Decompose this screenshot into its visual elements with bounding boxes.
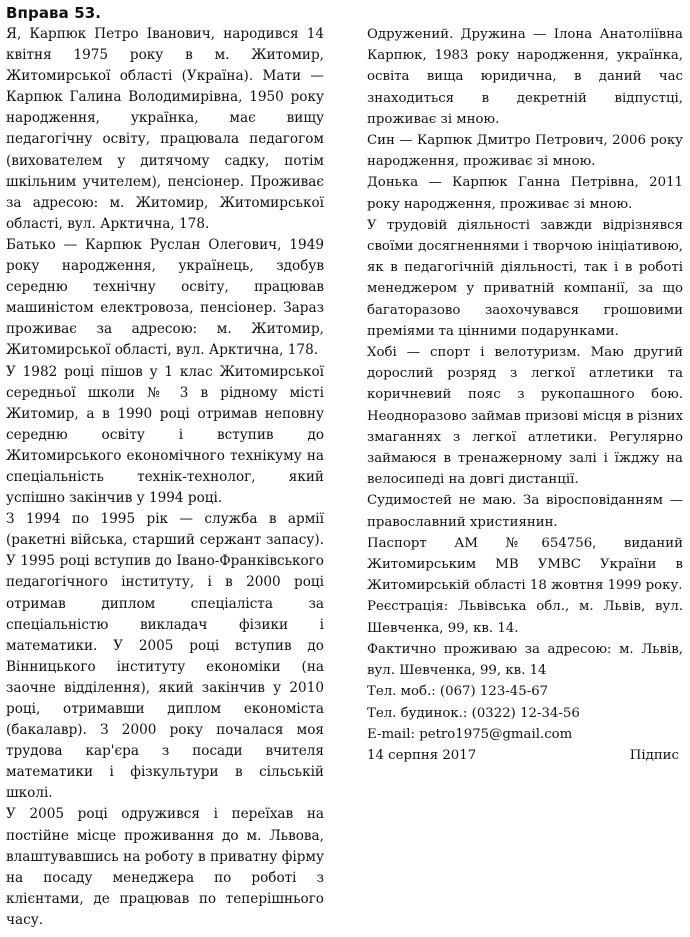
paragraph-marriage-move: У 2005 році одружився і переїхав на постійне місце проживання до м. Львова, влаштувавшись на роботу в приватну фірму на посаду менеджера по роботі з клієнтами, де працював по теперішнього часу.	[6, 806, 324, 928]
right-column	[367, 24, 683, 766]
exercise-title: Вправа 53.	[6, 4, 102, 22]
paragraph-actual-address: Фактично проживаю за адресою: м. Львів, вул. Шевченка, 99, кв. 14	[367, 641, 683, 679]
paragraph-passport: Паспорт АМ №654756, виданий Житомирським МВ УМВС України в Житомирській області 18 жовтня 1999 року.	[367, 535, 683, 594]
paragraph-birth-mother: Я, Карпюк Петро Іванович, народився 14 квітня 1975 року в м. Житомир, Житомирської області (Україна). Мати — Карпюк Галина Володимирівна, 1950 року народження, українка, має вищу педагогічну освіту, працювала педагогом (вихователем у дитячому садку, потім шкільним учителем), пенсіонер. Проживає за адресою: м. Житомир, Житомирської області, вул. Арктична, 178.	[6, 26, 324, 232]
email-address: E-mail: petro1975@gmail.com	[367, 726, 573, 742]
paragraph-achievements: У трудовій діяльності завжди відрізнявся своїми досягненнями і творчою ініціативою, як в педагогічній діяльності, так і в роботі менеджером у приватній компанії, за що багаторазово заохочувався грошовими преміями та цінними подарунками.	[367, 217, 683, 339]
paragraph-army-career: З 1994 по 1995 рік — служба в армії (ракетні війська, старший сержант запасу). У 1995 році вступив до Івано-Франківського педагогічного інституту, і в 2000 році отримав диплом спеціаліста за спеціальністю викладач фізики і математики. У 2005 році вступив до Вінницького інституту економіки (на заочне відділення), який закінчив у 2010 році, отримавши диплом економіста (бакалавр). З 2000 року почалася моя трудова кар'єра з посади вчителя математики і фізкультури в сільській школі.	[6, 511, 324, 802]
paragraph-education: У 1982 році пішов у 1 клас Житомирської середньої школи № 3 в рідному місті Житомир, а в 1990 році отримав неповну середню освіту і вступив до Житомирського економічного технікуму на спеціальність технік-технолог, який успішно закінчив у 1994 році.	[6, 363, 324, 507]
paragraph-hobby: Хобі — спорт і велотуризм. Маю другий дорослий розряд з легкої атлетики та коричневий пояс з рукопашного бою. Неодноразово займав призові місця в різних змаганнях з легкої атлетики. Регулярно займаюся в тренажерному залі і їжджу на велосипеді на довгі дистанції.	[367, 345, 683, 488]
paragraph-wife: Одружений. Дружина — Ілона Анатоліївна Карпюк, 1983 року народження, українка, освіта вища юридична, в даний час знаходиться в декретній відпустці, проживає зі мною.	[367, 27, 683, 127]
paragraph-son: Син — Карпюк Дмитро Петрович, 2006 року народження, проживає зі мною.	[367, 133, 683, 170]
home-phone: Тел. будинок.: (0322) 12-34-56	[367, 705, 580, 721]
mobile-phone: Тел. моб.: (067) 123-45-67	[367, 684, 549, 700]
footer-line	[367, 745, 683, 766]
document-date: 14 серпня 2017	[367, 747, 477, 763]
left-column	[6, 24, 324, 931]
paragraph-father: Батько — Карпюк Руслан Олегович, 1949 року народження, українець, здобув середню технічну освіту, працював машиністом електровоза, пенсіонер. Зараз проживає за адресою: м. Житомир, Житомирської області, вул. Арктична, 178.	[6, 236, 324, 359]
paragraph-daughter: Донька — Карпюк Ганна Петрівна, 2011 року народження, проживає зі мною.	[367, 175, 683, 212]
paragraph-registration: Реєстрація: Львівська обл., м. Львів, вул. Шевченка, 99, кв. 14.	[367, 599, 683, 636]
paragraph-religion: Судимостей не маю. За віросповіданням — православний християнин.	[367, 493, 683, 530]
signature-label: Підпис	[629, 747, 679, 763]
